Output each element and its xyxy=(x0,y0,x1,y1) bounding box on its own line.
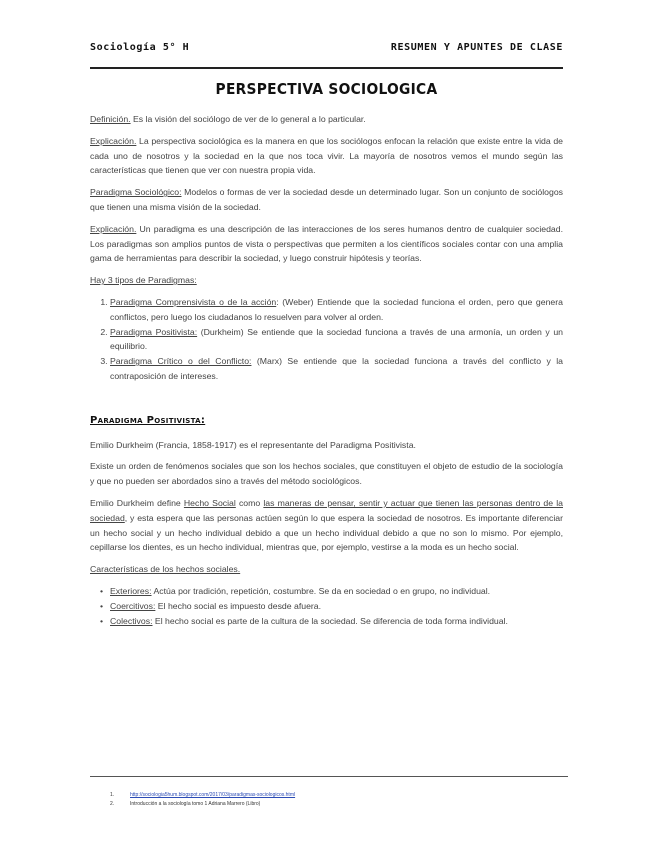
explanation-label: Explicación. xyxy=(90,223,137,234)
explanation-text: Un paradigma es una descripción de las interacciones de los seres humanos dentro de cualquier sociedad. Los paradigmas son amplios puntos de vista o perspectivas que permiten a los científicos sociales contar con una amplia gama de herramientas para describir la sociedad, y luego construir hipótesis y teorías. xyxy=(90,223,563,264)
footnote-number: 2. xyxy=(110,801,115,807)
list-item xyxy=(110,354,563,384)
page-header xyxy=(90,40,563,60)
list-item-label: Exteriores: xyxy=(110,585,152,596)
footnote-number: 1. xyxy=(110,792,115,798)
list-item-label: Colectivos: xyxy=(110,615,153,626)
paradigm-types-heading xyxy=(90,273,563,288)
list-item-label: Paradigma Positivista: xyxy=(110,326,198,337)
explanation-paragraph-1 xyxy=(90,134,563,178)
list-item-label: Paradigma Comprensivista o de la acción xyxy=(110,296,277,307)
list-item-label: Coercitivos: xyxy=(110,600,156,611)
page-title: PERSPECTIVA SOCIOLOGICA xyxy=(215,80,438,98)
section-heading: Paradigma Positivista: xyxy=(90,414,206,426)
header-rule xyxy=(90,67,563,69)
social-fact-term: Hecho Social xyxy=(183,497,236,508)
footnote-link[interactable]: http://sociologia5hum.blogspot.com/2017/03/paradigmas-sociologicos.html xyxy=(130,792,296,798)
footnote-text: Introducción a la sociología tomo 1 Adriana Marrero (Libro) xyxy=(130,801,261,807)
definition-text: Es la visión del sociólogo de ver de lo general a lo particular. xyxy=(130,114,366,124)
list-item-text: : (Weber) Entiende que la sociedad funciona el orden, pero que genera conflictos, pero luego los ciudadanos lo resuelven para volver al orden. xyxy=(110,296,563,322)
durkheim-paragraph: Emilio Durkheim (Francia, 1858-1917) es el representante del Paradigma Positivista. xyxy=(90,439,416,450)
text-run: , y esta espera que las personas actúen según lo que espera la sociedad de nosotros. Es importante diferenciar un hecho social y un hecho individual debido a que un hecho individual debido a que no son lo mismo. Por ejemplo, cepillarse los dientes, es un hecho individual, mientras que, por ejemplo, vestirse a la moda es un hecho social. xyxy=(90,512,563,553)
list-item-text: El hecho social es impuesto desde afuera. xyxy=(155,600,322,611)
header-subtitle: RESUMEN Y APUNTES DE CLASE xyxy=(390,42,563,53)
list-item-label: Paradigma Crítico o del Conflicto: xyxy=(110,356,252,367)
paradigm-label: Paradigma Sociológico: xyxy=(90,187,182,198)
footnote-rule xyxy=(90,776,568,777)
social-fact-definition: las maneras de pensar, sentir y actuar que tienen las personas dentro de la sociedad xyxy=(90,497,563,523)
footnote xyxy=(110,791,295,800)
characteristics-heading xyxy=(90,562,563,577)
paradigm-types-list xyxy=(90,295,563,384)
list-item xyxy=(100,584,563,599)
document-body xyxy=(90,112,563,628)
footnote xyxy=(110,800,295,809)
list-item xyxy=(110,295,563,325)
footnotes xyxy=(110,791,295,809)
explanation-paragraph-2 xyxy=(90,222,563,266)
header-subject: Sociología 5° H xyxy=(90,42,190,53)
paradigm-types-label: Hay 3 tipos de Paradigmas: xyxy=(90,275,197,286)
definition-paragraph xyxy=(90,112,563,127)
list-item xyxy=(100,614,563,629)
explanation-text: La perspectiva sociológica es la manera en que los sociólogos enfocan la relación que existe entre la vida de cada uno de nosotros y la sociedad en la que nos toca vivir. La mayoría de nosotros vemos el mundo según las características que tienen que ver con nuestra propia vida. xyxy=(90,135,563,176)
list-item xyxy=(110,325,563,355)
characteristics-label: Características de los hechos sociales. xyxy=(90,564,241,575)
list-item xyxy=(100,599,563,614)
paradigm-text: Modelos o formas de ver la sociedad desde un determinado lugar. Son un conjunto de sociólogos que tienen una misma visión de la sociedad. xyxy=(90,187,563,212)
paradigm-paragraph xyxy=(90,185,563,215)
list-item-text: (Durkheim) Se entiende que la sociedad funciona a través de una armonía, un orden y un equilibrio. xyxy=(110,326,564,352)
text-run: Emilio Durkheim define xyxy=(90,497,184,508)
social-fact-paragraph xyxy=(90,496,563,555)
list-item-text: (Marx) Se entiende que la sociedad funciona a través del conflicto y la contraposición de intereses. xyxy=(110,356,563,381)
list-item-text: Actúa por tradición, repetición, costumbre. Se da en sociedad o en grupo, no individual. xyxy=(151,585,491,596)
social-order-paragraph: Existe un orden de fenómenos sociales que son los hechos sociales, que constituyen el objeto de estudio de la sociología y que no pueden ser abordados sino a través del método sociológicos. xyxy=(90,461,563,487)
characteristics-list xyxy=(90,584,563,628)
definition-label: Definición. xyxy=(90,114,131,124)
explanation-label: Explicación. xyxy=(90,135,137,146)
text-run: como xyxy=(235,497,264,508)
list-item-text: El hecho social es parte de la cultura de la sociedad. Se diferencia de toda forma individual. xyxy=(152,615,508,626)
